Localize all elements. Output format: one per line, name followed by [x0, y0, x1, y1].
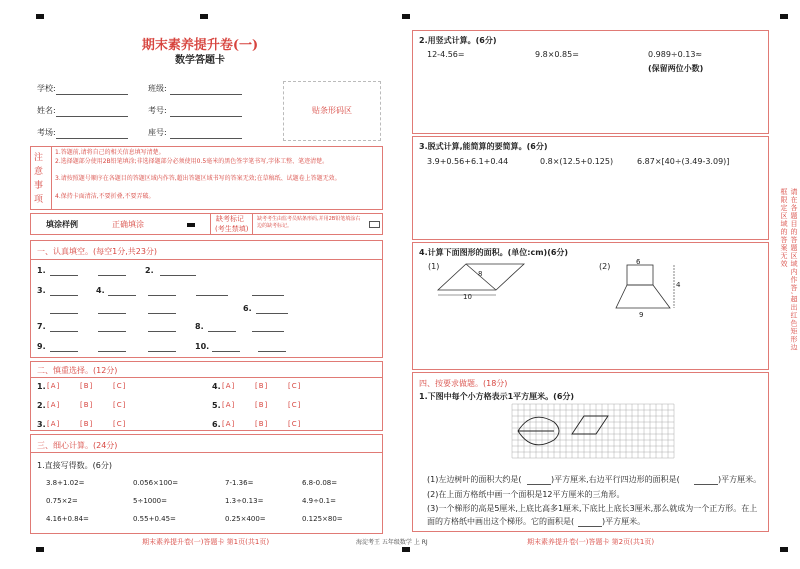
bracket: [ [80, 401, 84, 409]
square-grid[interactable] [512, 404, 676, 464]
bracket: ] [231, 382, 236, 390]
blank-field[interactable] [196, 295, 228, 296]
blank-field[interactable] [98, 275, 126, 276]
bracket: ] [297, 401, 302, 409]
choice-option-b[interactable] [255, 420, 268, 428]
bracket: ] [122, 382, 127, 390]
blank-label-1: 1. [37, 266, 46, 275]
answer-field[interactable] [694, 484, 718, 485]
choice-option-c[interactable] [113, 420, 126, 428]
option-letter: B [83, 401, 90, 409]
blank-field[interactable] [212, 351, 240, 352]
answer-field[interactable] [527, 484, 551, 485]
choice-option-b[interactable] [80, 401, 93, 409]
q2-item-3: 0.989÷0.13≈ [648, 50, 703, 59]
section-2-title: 二、慎重选择。(12分) [37, 366, 118, 375]
calc-q1-title: 1.直接写得数。(6分) [37, 461, 112, 470]
bracket: ] [264, 420, 269, 428]
option-letter: C [116, 382, 123, 390]
seat-label: 座号: [148, 128, 167, 137]
blank-label-7: 7. [37, 322, 46, 331]
blank-field[interactable] [148, 351, 176, 352]
bracket: ] [264, 382, 269, 390]
choice-option-a[interactable] [222, 420, 235, 428]
side-note: 请在各题目的答题区域内作答,超出红色矩形边框限定区域的答案无效 [780, 188, 798, 352]
square-part [627, 265, 653, 285]
notice-item: 3.请按照题号顺序在各题目的答题区域内作答,超出答题区域书写的答案无效;在草稿纸、试题卷上答题无效。 [55, 175, 341, 182]
exam-no-label: 考号: [148, 106, 167, 115]
q4-title: 4.计算下面图形的面积。(单位:cm)(6分) [419, 248, 569, 257]
s4-line-3a: (3)一个梯形的高是5厘米,上底比高多1厘米,下底比上底长3厘米,那么就成为一个正方形。在上 [427, 504, 758, 513]
corner-marker [402, 547, 410, 552]
fig1-label: (1) [428, 262, 440, 271]
blank-field[interactable] [50, 275, 78, 276]
choice-label: 3. [37, 420, 46, 429]
fill-sample-label: 填涂样例 [46, 220, 78, 229]
option-letter: B [258, 382, 265, 390]
bracket: [ [288, 401, 292, 409]
choice-option-c[interactable] [113, 401, 126, 409]
school-field[interactable] [56, 94, 128, 95]
blank-field[interactable] [148, 295, 176, 296]
choice-option-a[interactable] [222, 401, 235, 409]
calc-item: 6.8-0.08= [302, 479, 338, 487]
blank-label-9: 9. [37, 342, 46, 351]
q3-item-3: 6.87×[40÷(3.49-3.09)] [637, 157, 730, 166]
choice-label: 2. [37, 401, 46, 410]
fill-sample-correct: 正确填涂 [112, 220, 144, 229]
choice-option-c[interactable] [288, 401, 301, 409]
corner-marker [780, 14, 788, 19]
section-1-box [30, 240, 383, 358]
page-subtitle: 数学答题卡 [175, 55, 225, 66]
room-field[interactable] [56, 138, 128, 139]
choice-option-b[interactable] [80, 420, 93, 428]
calc-item: 3.8+1.02= [46, 479, 85, 487]
fig2-label: (2) [599, 262, 611, 271]
notice-label-4: 项 [34, 195, 44, 205]
choice-option-a[interactable] [47, 401, 60, 409]
option-letter: A [225, 401, 232, 409]
option-letter: B [258, 401, 265, 409]
blank-field[interactable] [252, 331, 284, 332]
bracket: [ [80, 420, 84, 428]
footer-mid: 海淀考王 五年级数学 上 RJ [356, 539, 428, 546]
choice-option-c[interactable] [288, 420, 301, 428]
calc-item: 0.55+0.45= [133, 515, 176, 523]
calc-item: 1.3÷0.13= [225, 497, 264, 505]
choice-label: 6. [212, 420, 221, 429]
choice-option-a[interactable] [47, 382, 60, 390]
blank-label-3: 3. [37, 286, 46, 295]
bracket: ] [264, 401, 269, 409]
divider [210, 213, 211, 235]
divider [252, 213, 253, 235]
option-letter: A [50, 382, 57, 390]
bracket: ] [89, 420, 94, 428]
choice-label: 5. [212, 401, 221, 410]
option-letter: A [50, 420, 57, 428]
notice-item: 1.答题前,请将自己的相关信息填写清楚。 [55, 149, 165, 156]
q2-note: (保留两位小数) [648, 64, 704, 73]
calc-item: 4.9÷0.1= [302, 497, 336, 505]
page-title: 期末素养提升卷(一) [141, 38, 259, 53]
calc-item: 0.056×100= [133, 479, 179, 487]
filled-bubble-sample [187, 223, 195, 227]
s4-q1-title: 1.下图中每个小方格表示1平方厘米。(6分) [419, 392, 575, 401]
blank-field[interactable] [98, 351, 126, 352]
choice-label: 1. [37, 382, 46, 391]
bracket: [ [47, 401, 51, 409]
bracket: [ [255, 420, 259, 428]
choice-option-b[interactable] [80, 382, 93, 390]
s4-line-3c: )平方厘米。 [602, 517, 646, 526]
bracket: ] [56, 420, 61, 428]
bracket: [ [255, 382, 259, 390]
blank-field[interactable] [148, 313, 176, 314]
exam-no-field[interactable] [170, 116, 242, 117]
bracket: [ [47, 420, 51, 428]
choice-option-c[interactable] [113, 382, 126, 390]
trapezoid-part [616, 285, 670, 308]
room-label: 考场: [37, 128, 56, 137]
bracket: [ [113, 382, 117, 390]
choice-option-a[interactable] [47, 420, 60, 428]
q3-item-1: 3.9+0.56+6.1+0.44 [427, 157, 509, 166]
notice-label-2: 意 [34, 167, 44, 177]
option-letter: C [116, 401, 123, 409]
footer-right: 期末素养提升卷(一)答题卡 第2页(共1页) [527, 538, 655, 546]
calc-item: 0.125×80= [302, 515, 343, 523]
option-letter: C [116, 420, 123, 428]
notice-item: 4.保持卡面清洁,不要折叠,不要弄破。 [55, 193, 155, 200]
q2-title: 2.用竖式计算。(6分) [419, 36, 497, 45]
label-4: 4 [676, 281, 681, 289]
blank-field[interactable] [50, 331, 78, 332]
label-9: 9 [639, 311, 644, 319]
blank-field[interactable] [98, 331, 126, 332]
choice-option-b[interactable] [255, 382, 268, 390]
blank-field[interactable] [258, 351, 286, 352]
blank-label-6: 6. [243, 304, 252, 313]
calc-item: 7-1.36= [225, 479, 254, 487]
option-letter: C [291, 420, 298, 428]
bracket: ] [56, 382, 61, 390]
blank-field[interactable] [50, 295, 78, 296]
bracket: ] [122, 401, 127, 409]
s4-line-1c: )平方厘米。 [718, 475, 762, 484]
blank-field[interactable] [50, 351, 78, 352]
bracket: ] [231, 401, 236, 409]
bracket: ] [89, 401, 94, 409]
blank-label-8: 8. [195, 322, 204, 331]
trapezoid-figure [610, 258, 690, 322]
label-6: 6 [636, 258, 641, 266]
corner-marker [780, 547, 788, 552]
blank-label-10: 10. [195, 342, 210, 351]
absent-note: 缺考考生由监考员贴条形码,并用2B铅笔填涂右边的缺考标记。 [257, 216, 361, 229]
bracket: [ [255, 401, 259, 409]
blank-field[interactable] [208, 331, 236, 332]
choice-option-c[interactable] [288, 382, 301, 390]
blank-field[interactable] [98, 313, 126, 314]
barcode-label: 贴条形码区 [312, 106, 352, 115]
absent-sub: (考生禁填) [215, 225, 249, 233]
s4-line-1a: (1)左边树叶的面积大约是( [427, 475, 522, 484]
choice-label: 4. [212, 382, 221, 391]
bracket: ] [297, 420, 302, 428]
bracket: ] [122, 420, 127, 428]
option-letter: B [83, 420, 90, 428]
blank-field[interactable] [108, 295, 136, 296]
notice-label-3: 事 [34, 181, 44, 191]
bracket: ] [56, 401, 61, 409]
notice-label-1: 注 [34, 153, 44, 163]
divider [30, 259, 383, 260]
bracket: [ [113, 420, 117, 428]
corner-marker [402, 14, 410, 19]
bracket: [ [80, 382, 84, 390]
bracket: ] [297, 382, 302, 390]
parallelogram-figure [430, 262, 540, 302]
blank-field[interactable] [256, 313, 288, 314]
divider [30, 452, 383, 453]
bracket: ] [89, 382, 94, 390]
name-field[interactable] [56, 116, 128, 117]
q3-item-2: 0.8×(12.5+0.125) [540, 157, 614, 166]
bracket: [ [222, 382, 226, 390]
blank-label-4: 4. [96, 286, 105, 295]
seat-field[interactable] [170, 138, 242, 139]
q2-item-2: 9.8×0.85= [535, 50, 579, 59]
bracket: [ [47, 382, 51, 390]
bracket: [ [288, 420, 292, 428]
section-1-title: 一、认真填空。(每空1分,共23分) [37, 247, 158, 256]
s4-line-3b: 面的方格纸中画出这个梯形。它的面积是( [427, 517, 575, 526]
option-letter: B [83, 382, 90, 390]
blank-field[interactable] [252, 295, 284, 296]
label-10: 10 [463, 293, 472, 301]
option-letter: A [50, 401, 57, 409]
option-letter: A [225, 382, 232, 390]
section-4-title: 四、按要求做题。(18分) [419, 379, 508, 388]
bracket: [ [113, 401, 117, 409]
class-label: 班级: [148, 84, 167, 93]
blank-field[interactable] [148, 331, 176, 332]
calc-item: 4.16+0.84= [46, 515, 89, 523]
section-3-title: 三、细心计算。(24分) [37, 441, 118, 450]
bracket: [ [288, 382, 292, 390]
absent-label: 缺考标记 [216, 215, 244, 223]
q3-title: 3.脱式计算,能简算的要简算。(6分) [419, 142, 548, 151]
bracket: [ [222, 420, 226, 428]
bracket: ] [231, 420, 236, 428]
notice-item: 2.选择题部分使用2B铅笔填涂;非选择题部分必须使用0.5毫米的黑色签字笔书写,字体工整、笔迹清楚。 [55, 158, 329, 165]
name-label: 姓名: [37, 106, 56, 115]
class-field[interactable] [170, 94, 242, 95]
option-letter: C [291, 382, 298, 390]
option-letter: A [225, 420, 232, 428]
choice-option-a[interactable] [222, 382, 235, 390]
calc-item: 5÷1000= [133, 497, 167, 505]
blank-field[interactable] [160, 275, 196, 276]
label-8: 8 [478, 270, 483, 278]
corner-marker [200, 14, 208, 19]
corner-marker [36, 14, 44, 19]
bracket: [ [222, 401, 226, 409]
blank-label-2: 2. [145, 266, 154, 275]
absent-bubble[interactable] [369, 221, 380, 228]
corner-marker [36, 547, 44, 552]
divider [30, 377, 383, 378]
choice-option-b[interactable] [255, 401, 268, 409]
calc-item: 0.75×2= [46, 497, 78, 505]
calc-item: 0.25×400= [225, 515, 266, 523]
q2-item-1: 12-4.56= [427, 50, 465, 59]
option-letter: C [291, 401, 298, 409]
footer-left: 期末素养提升卷(一)答题卡 第1页(共1页) [142, 538, 270, 546]
s4-line-1b: )平方厘米,右边平行四边形的面积是( [551, 475, 680, 484]
option-letter: B [258, 420, 265, 428]
s4-line-2: (2)在上面方格纸中画一个面积是12平方厘米的三角形。 [427, 490, 625, 499]
school-label: 学校: [37, 84, 56, 93]
answer-field[interactable] [578, 526, 602, 527]
blank-field[interactable] [50, 313, 78, 314]
